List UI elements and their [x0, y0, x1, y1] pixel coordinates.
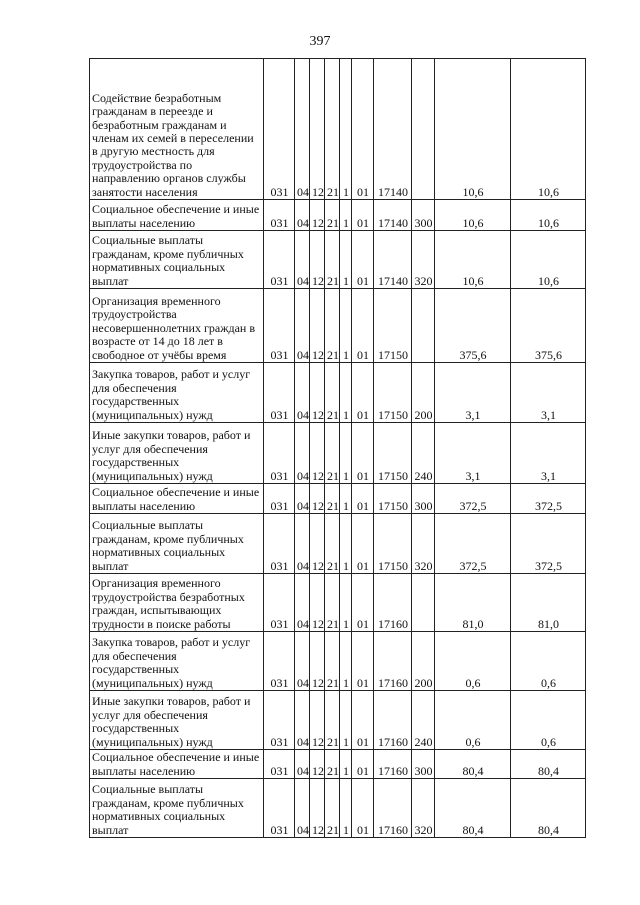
- cell-ved-text: 031: [270, 498, 289, 513]
- row-name-text: Закупка товаров, работ и услуг для обеспечения государственных (муниципальных) нужд: [92, 367, 251, 422]
- cell-pr-text: 12: [312, 616, 324, 631]
- cell-program: [325, 779, 340, 838]
- cell-sum-second: [511, 632, 586, 691]
- cell-name: [90, 484, 264, 514]
- cell-rz-text: 04: [297, 468, 309, 483]
- cell-name: [90, 231, 264, 289]
- cell-program-text: 21: [327, 273, 339, 288]
- cell-pr: [310, 750, 325, 779]
- cell-pr: [310, 423, 325, 484]
- cell-rz-text: 04: [297, 215, 309, 230]
- cell-sum-first-text: 80,4: [462, 763, 484, 778]
- cell-name: [90, 200, 264, 231]
- cell-name: [90, 632, 264, 691]
- cell-sum-second: [511, 574, 586, 632]
- table-row: [90, 632, 586, 691]
- cell-name: [90, 779, 264, 838]
- cell-pr-text: 12: [312, 734, 324, 749]
- cell-sum-second-text: 10,6: [538, 273, 559, 288]
- cell-pr: [310, 484, 325, 514]
- cell-sum-first-text: 10,6: [462, 215, 484, 230]
- cell-name: [90, 59, 264, 200]
- cell-sum-first-text: 80,4: [462, 822, 484, 837]
- cell-main-event-text: 01: [357, 347, 369, 362]
- cell-sum-first: [435, 423, 511, 484]
- cell-direction-text: 17140: [378, 273, 408, 288]
- table-row: [90, 231, 586, 289]
- cell-ved: [264, 779, 295, 838]
- cell-expense-type: [412, 574, 435, 632]
- cell-main-event-text: 01: [357, 675, 369, 690]
- cell-sum-first-text: 10,6: [462, 273, 484, 288]
- cell-sum-second-text: 375,6: [535, 347, 562, 362]
- cell-ved-text: 031: [270, 616, 289, 631]
- cell-main-event: [352, 231, 374, 289]
- cell-rz: [295, 779, 310, 838]
- cell-ved: [264, 423, 295, 484]
- cell-main-event-text: 01: [357, 215, 369, 230]
- row-name-text: Иные закупки товаров, работ и услуг для обеспечения государственных (муниципальных) нужд: [92, 428, 251, 483]
- table-row: [90, 423, 586, 484]
- cell-pr: [310, 231, 325, 289]
- cell-rz-text: 04: [297, 822, 309, 837]
- cell-name: [90, 574, 264, 632]
- cell-main-event: [352, 632, 374, 691]
- cell-direction: [374, 200, 412, 231]
- cell-main-event: [352, 750, 374, 779]
- cell-sum-second: [511, 691, 586, 750]
- cell-expense-type: [412, 750, 435, 779]
- cell-sum-first: [435, 231, 511, 289]
- cell-main-event-text: 01: [357, 498, 369, 513]
- cell-expense-type: [412, 231, 435, 289]
- cell-expense-type-text: 300: [414, 498, 433, 513]
- cell-sum-second-text: 81,0: [538, 616, 559, 631]
- cell-expense-type: [412, 423, 435, 484]
- cell-subprogram-text: 1: [343, 468, 349, 483]
- cell-ved-text: 031: [270, 734, 289, 749]
- cell-pr-text: 12: [312, 468, 324, 483]
- cell-subprogram-text: 1: [343, 498, 349, 513]
- cell-program: [325, 750, 340, 779]
- cell-rz: [295, 423, 310, 484]
- cell-direction: [374, 289, 412, 363]
- cell-rz: [295, 750, 310, 779]
- cell-rz: [295, 200, 310, 231]
- cell-expense-type: [412, 691, 435, 750]
- cell-main-event-text: 01: [357, 184, 369, 199]
- cell-main-event: [352, 514, 374, 574]
- cell-main-event: [352, 363, 374, 423]
- cell-subprogram: [340, 779, 352, 838]
- table-row: [90, 484, 586, 514]
- cell-program-text: 21: [327, 616, 339, 631]
- cell-subprogram-text: 1: [343, 763, 349, 778]
- cell-expense-type-text: 200: [414, 407, 433, 422]
- cell-ved-text: 031: [270, 215, 289, 230]
- cell-main-event: [352, 779, 374, 838]
- cell-direction: [374, 750, 412, 779]
- cell-expense-type: [412, 200, 435, 231]
- budget-table: [89, 58, 586, 838]
- cell-ved-text: 031: [270, 184, 289, 199]
- cell-sum-first: [435, 59, 511, 200]
- cell-ved: [264, 632, 295, 691]
- cell-expense-type-text: 300: [414, 215, 433, 230]
- cell-ved: [264, 691, 295, 750]
- cell-direction-text: 17160: [378, 822, 408, 837]
- table-row: [90, 289, 586, 363]
- cell-subprogram-text: 1: [343, 347, 349, 362]
- cell-sum-first-text: 0,6: [465, 734, 481, 749]
- cell-direction-text: 17150: [378, 407, 408, 422]
- cell-expense-type: [412, 779, 435, 838]
- table-row: [90, 574, 586, 632]
- cell-sum-second: [511, 200, 586, 231]
- cell-subprogram-text: 1: [343, 616, 349, 631]
- cell-rz: [295, 59, 310, 200]
- table-row: [90, 363, 586, 423]
- cell-pr-text: 12: [312, 273, 324, 288]
- cell-subprogram: [340, 423, 352, 484]
- cell-rz-text: 04: [297, 184, 309, 199]
- cell-direction: [374, 574, 412, 632]
- row-name-text: Организация временного трудоустройства несовершеннолетних граждан в возрасте от 14 до 18 лет в свободное от учёбы время: [92, 293, 256, 362]
- cell-sum-second: [511, 484, 586, 514]
- cell-direction-text: 17160: [378, 763, 408, 778]
- cell-sum-first-text: 375,6: [459, 347, 487, 362]
- cell-program: [325, 59, 340, 200]
- row-name-text: Социальное обеспечение и иные выплаты населению: [92, 750, 260, 778]
- cell-direction-text: 17150: [378, 558, 408, 573]
- cell-pr-text: 12: [312, 498, 324, 513]
- cell-sum-first-text: 372,5: [459, 558, 487, 573]
- cell-main-event-text: 01: [357, 616, 369, 631]
- cell-sum-first: [435, 363, 511, 423]
- cell-rz-text: 04: [297, 347, 309, 362]
- cell-name: [90, 750, 264, 779]
- cell-sum-first-text: 3,1: [465, 407, 481, 422]
- cell-pr-text: 12: [312, 347, 324, 362]
- cell-main-event-text: 01: [357, 468, 369, 483]
- cell-subprogram: [340, 59, 352, 200]
- cell-main-event-text: 01: [357, 734, 369, 749]
- cell-subprogram: [340, 574, 352, 632]
- cell-subprogram: [340, 363, 352, 423]
- cell-direction-text: 17160: [378, 675, 408, 690]
- cell-subprogram: [340, 231, 352, 289]
- cell-ved-text: 031: [270, 822, 289, 837]
- cell-expense-type: [412, 632, 435, 691]
- cell-expense-type-text: 240: [414, 468, 433, 483]
- cell-pr-text: 12: [312, 558, 324, 573]
- cell-direction: [374, 59, 412, 200]
- cell-subprogram: [340, 691, 352, 750]
- cell-sum-second-text: 80,4: [538, 763, 559, 778]
- cell-subprogram-text: 1: [343, 822, 349, 837]
- cell-direction: [374, 632, 412, 691]
- cell-ved-text: 031: [270, 347, 289, 362]
- cell-expense-type: [412, 289, 435, 363]
- cell-sum-second-text: 372,5: [535, 558, 562, 573]
- cell-rz: [295, 289, 310, 363]
- cell-subprogram: [340, 484, 352, 514]
- cell-subprogram-text: 1: [343, 734, 349, 749]
- cell-pr: [310, 200, 325, 231]
- cell-ved: [264, 574, 295, 632]
- row-name-text: Организация временного трудоустройства безработных граждан, испытывающих трудности в поиске работы: [92, 576, 245, 631]
- cell-direction: [374, 514, 412, 574]
- cell-direction-text: 17160: [378, 616, 408, 631]
- cell-sum-second-text: 80,4: [538, 822, 559, 837]
- cell-pr: [310, 632, 325, 691]
- cell-subprogram-text: 1: [343, 558, 349, 573]
- cell-sum-first-text: 372,5: [459, 498, 487, 513]
- cell-sum-first-text: 0,6: [465, 675, 481, 690]
- cell-sum-second-text: 0,6: [541, 675, 556, 690]
- cell-ved: [264, 59, 295, 200]
- table-row: [90, 750, 586, 779]
- cell-sum-second: [511, 750, 586, 779]
- cell-sum-first: [435, 514, 511, 574]
- cell-sum-first: [435, 200, 511, 231]
- cell-rz: [295, 363, 310, 423]
- cell-main-event: [352, 691, 374, 750]
- cell-sum-second-text: 372,5: [535, 498, 562, 513]
- cell-rz-text: 04: [297, 763, 309, 778]
- cell-sum-second-text: 3,1: [541, 407, 556, 422]
- cell-ved-text: 031: [270, 273, 289, 288]
- row-name-text: Иные закупки товаров, работ и услуг для обеспечения государственных (муниципальных) нужд: [92, 694, 251, 749]
- cell-expense-type: [412, 514, 435, 574]
- cell-main-event-text: 01: [357, 763, 369, 778]
- cell-expense-type-text: 240: [414, 734, 433, 749]
- table-body: [90, 59, 586, 838]
- cell-pr-text: 12: [312, 675, 324, 690]
- cell-sum-first: [435, 484, 511, 514]
- cell-pr: [310, 574, 325, 632]
- cell-expense-type-text: 320: [414, 273, 433, 288]
- cell-subprogram-text: 1: [343, 215, 349, 230]
- cell-direction: [374, 691, 412, 750]
- cell-rz-text: 04: [297, 498, 309, 513]
- cell-ved: [264, 514, 295, 574]
- cell-rz-text: 04: [297, 273, 309, 288]
- cell-main-event: [352, 59, 374, 200]
- cell-program: [325, 423, 340, 484]
- cell-sum-second-text: 3,1: [541, 468, 556, 483]
- cell-rz: [295, 484, 310, 514]
- row-name-text: Социальные выплаты гражданам, кроме публичных нормативных социальных выплат: [92, 782, 244, 837]
- cell-rz: [295, 574, 310, 632]
- cell-direction-text: 17150: [378, 347, 408, 362]
- cell-expense-type: [412, 484, 435, 514]
- cell-direction: [374, 484, 412, 514]
- table-row: [90, 59, 586, 200]
- cell-direction-text: 17140: [378, 184, 408, 199]
- cell-sum-second: [511, 231, 586, 289]
- table-row: [90, 514, 586, 574]
- cell-sum-second: [511, 423, 586, 484]
- cell-program: [325, 200, 340, 231]
- cell-sum-first-text: 10,6: [462, 184, 484, 199]
- table-row: [90, 200, 586, 231]
- cell-direction: [374, 779, 412, 838]
- cell-subprogram-text: 1: [343, 184, 349, 199]
- table-row: [90, 779, 586, 838]
- cell-direction-text: 17160: [378, 734, 408, 749]
- cell-subprogram-text: 1: [343, 273, 349, 288]
- cell-direction-text: 17150: [378, 498, 408, 513]
- cell-direction-text: 17140: [378, 215, 408, 230]
- cell-program-text: 21: [327, 347, 339, 362]
- cell-main-event: [352, 289, 374, 363]
- cell-pr: [310, 59, 325, 200]
- cell-main-event-text: 01: [357, 558, 369, 573]
- cell-rz-text: 04: [297, 407, 309, 422]
- cell-main-event: [352, 200, 374, 231]
- cell-expense-type-text: 200: [414, 675, 433, 690]
- cell-expense-type-text: 320: [414, 822, 433, 837]
- cell-ved: [264, 289, 295, 363]
- cell-subprogram: [340, 750, 352, 779]
- cell-sum-second: [511, 363, 586, 423]
- cell-sum-first: [435, 574, 511, 632]
- cell-sum-first: [435, 691, 511, 750]
- cell-rz-text: 04: [297, 558, 309, 573]
- row-name-text: Содействие безработным гражданам в переезде и безработным гражданам и членам их семей в переселении в другую местность для трудоустройства по направлению органов службы занятости населения: [92, 90, 254, 199]
- cell-program-text: 21: [327, 498, 339, 513]
- cell-program-text: 21: [327, 675, 339, 690]
- cell-program: [325, 514, 340, 574]
- cell-rz-text: 04: [297, 675, 309, 690]
- cell-program-text: 21: [327, 407, 339, 422]
- cell-sum-first: [435, 779, 511, 838]
- cell-pr: [310, 691, 325, 750]
- row-name-text: Закупка товаров, работ и услуг для обеспечения государственных (муниципальных) нужд: [92, 635, 251, 690]
- cell-subprogram: [340, 632, 352, 691]
- page-number: 397: [309, 34, 331, 49]
- cell-rz: [295, 231, 310, 289]
- cell-direction: [374, 423, 412, 484]
- cell-pr-text: 12: [312, 184, 324, 199]
- cell-sum-first-text: 81,0: [462, 616, 484, 631]
- cell-program: [325, 691, 340, 750]
- cell-main-event: [352, 423, 374, 484]
- cell-main-event-text: 01: [357, 273, 369, 288]
- cell-pr: [310, 289, 325, 363]
- cell-program-text: 21: [327, 184, 339, 199]
- cell-expense-type-text: 320: [414, 558, 433, 573]
- cell-sum-first-text: 3,1: [465, 468, 481, 483]
- cell-direction: [374, 231, 412, 289]
- cell-ved-text: 031: [270, 558, 289, 573]
- row-name-text: Социальные выплаты гражданам, кроме публичных нормативных социальных выплат: [92, 518, 244, 573]
- cell-name: [90, 514, 264, 574]
- cell-expense-type: [412, 363, 435, 423]
- cell-program-text: 21: [327, 468, 339, 483]
- cell-direction-text: 17150: [378, 468, 408, 483]
- cell-program: [325, 231, 340, 289]
- cell-main-event-text: 01: [357, 407, 369, 422]
- cell-sum-second-text: 10,6: [538, 215, 559, 230]
- cell-name: [90, 363, 264, 423]
- cell-program-text: 21: [327, 822, 339, 837]
- cell-rz: [295, 514, 310, 574]
- cell-main-event: [352, 484, 374, 514]
- cell-rz: [295, 632, 310, 691]
- cell-subprogram: [340, 514, 352, 574]
- cell-pr-text: 12: [312, 407, 324, 422]
- cell-subprogram: [340, 200, 352, 231]
- cell-program: [325, 363, 340, 423]
- cell-expense-type: [412, 59, 435, 200]
- cell-ved-text: 031: [270, 763, 289, 778]
- cell-ved: [264, 750, 295, 779]
- cell-name: [90, 423, 264, 484]
- cell-pr-text: 12: [312, 822, 324, 837]
- cell-sum-second: [511, 514, 586, 574]
- cell-program-text: 21: [327, 763, 339, 778]
- cell-main-event: [352, 574, 374, 632]
- cell-sum-second: [511, 289, 586, 363]
- cell-program-text: 21: [327, 734, 339, 749]
- cell-program: [325, 574, 340, 632]
- cell-rz-text: 04: [297, 734, 309, 749]
- cell-rz-text: 04: [297, 616, 309, 631]
- cell-name: [90, 691, 264, 750]
- cell-subprogram-text: 1: [343, 675, 349, 690]
- cell-direction: [374, 363, 412, 423]
- cell-pr: [310, 779, 325, 838]
- cell-sum-second: [511, 779, 586, 838]
- cell-main-event-text: 01: [357, 822, 369, 837]
- cell-sum-first: [435, 750, 511, 779]
- row-name-text: Социальные выплаты гражданам, кроме публичных нормативных социальных выплат: [92, 233, 244, 288]
- cell-sum-first: [435, 632, 511, 691]
- cell-ved-text: 031: [270, 407, 289, 422]
- cell-program: [325, 289, 340, 363]
- row-name-text: Социальное обеспечение и иные выплаты населению: [92, 485, 260, 513]
- cell-subprogram-text: 1: [343, 407, 349, 422]
- cell-expense-type-text: 300: [414, 763, 433, 778]
- cell-program-text: 21: [327, 215, 339, 230]
- cell-rz: [295, 691, 310, 750]
- cell-sum-second-text: 0,6: [541, 734, 556, 749]
- cell-program-text: 21: [327, 558, 339, 573]
- cell-name: [90, 289, 264, 363]
- cell-pr-text: 12: [312, 763, 324, 778]
- cell-sum-second: [511, 59, 586, 200]
- cell-ved: [264, 231, 295, 289]
- cell-ved: [264, 484, 295, 514]
- table-row: [90, 691, 586, 750]
- row-name-text: Социальное обеспечение и иные выплаты населению: [92, 202, 260, 230]
- cell-pr: [310, 514, 325, 574]
- cell-program: [325, 632, 340, 691]
- cell-subprogram: [340, 289, 352, 363]
- cell-sum-first: [435, 289, 511, 363]
- cell-pr-text: 12: [312, 215, 324, 230]
- cell-ved-text: 031: [270, 468, 289, 483]
- cell-ved: [264, 200, 295, 231]
- cell-sum-second-text: 10,6: [538, 184, 559, 199]
- cell-ved-text: 031: [270, 675, 289, 690]
- cell-pr: [310, 363, 325, 423]
- cell-ved: [264, 363, 295, 423]
- cell-program: [325, 484, 340, 514]
